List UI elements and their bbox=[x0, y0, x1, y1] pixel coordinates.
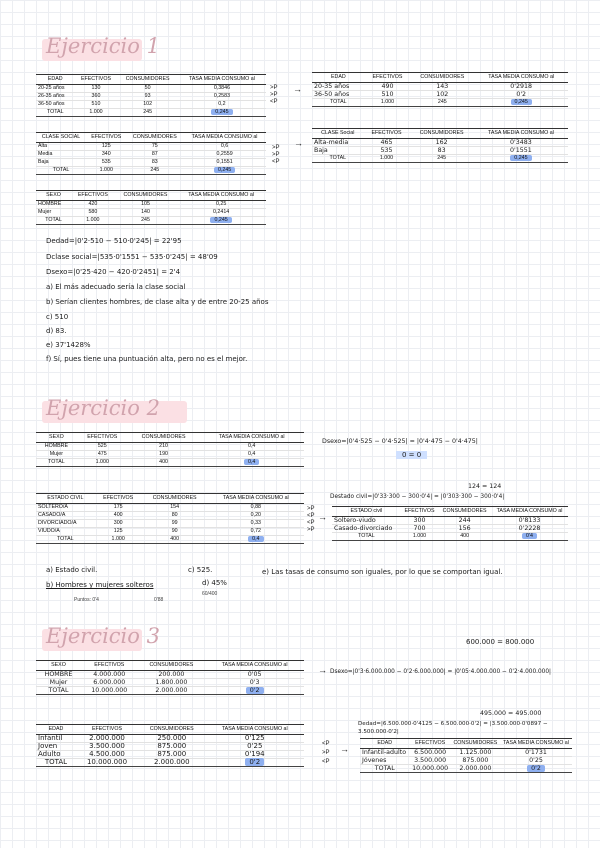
table-row: Alta-media 465 162 0'3483 bbox=[312, 139, 568, 147]
answer-c: c) 510 bbox=[46, 313, 69, 321]
e2-answer-a: a) Estado civil. bbox=[46, 566, 98, 574]
calc-e3-top: 600.000 = 800.000 bbox=[466, 638, 535, 646]
arrow-icon: → bbox=[340, 744, 349, 754]
calc-e3-top2: 495.000 = 495.000 bbox=[480, 710, 542, 717]
table-row: HOMBRE 4.000.000 200.000 0'05 bbox=[36, 671, 304, 679]
calc-e2-top: 124 = 124 bbox=[468, 483, 502, 490]
table-row: Infantil 2.000.000 250.000 0'125 bbox=[36, 735, 304, 743]
table-e3-edad-grouped: EDAD EFECTIVOS CONSUMIDORES TASA MEDIA CONSUMO al Infantil-adulto 6.500.000 1.125.000 0'1731 Jóvenes 3.500.000 875.000 0'25 TOTAL 10.000.000 2.000.000 0'2 bbox=[360, 738, 572, 773]
marks-e2-estado: >P <P <P >P bbox=[307, 506, 315, 533]
table-row: Mujer 580 140 0,2414 bbox=[36, 209, 266, 217]
table-e2-estado-civil: ESTADO CIVIL EFECTIVOS CONSUMIDORES TASA MEDIA CONSUMO al SOLTERO/A 175 154 0,88 CASADO/A 400 80 0,20 DIVORCIADO/A 300 99 0,33 VIUDO/A 125 90 0,72 TOTAL 1.000 400 0,4 bbox=[36, 493, 304, 544]
table-row: Mujer 6.000.000 1.800.000 0'3 bbox=[36, 679, 304, 687]
table-row: Alta 125 75 0,6 bbox=[36, 143, 266, 151]
table-e2-estado-grouped: ESTADO civil EFECTIVOS CONSUMIDORES TASA MEDIA CONSUMO al Soltero-viudo 300 244 0'8133 Casado-divorciado 700 156 0'2228 TOTAL 1.000 400 0'4 bbox=[332, 506, 568, 541]
table-row: 36-50 años 510 102 0,2 bbox=[36, 101, 266, 109]
answer-b: b) Serían clientes hombres, de clase alta y de entre 20-25 años bbox=[46, 298, 269, 306]
marks-e1-clase: >P >P <P bbox=[272, 145, 280, 165]
calc-e3-edad: Dedad=|6.500.000·0'4125 − 6.500.000·0'2| = |3.500.000·0'0897 − 3.500.000·0'2| bbox=[358, 721, 548, 735]
table-row: Infantil-adulto 6.500.000 1.125.000 0'1731 bbox=[360, 749, 572, 757]
table-row: HOMBRE 420 105 0,25 bbox=[36, 201, 266, 209]
table-row: Adulto 4.500.000 875.000 0'194 bbox=[36, 751, 304, 759]
table-e3-sexo: SEXO EFECTIVOS CONSUMIDORES TASA MEDIA CONSUMO al HOMBRE 4.000.000 200.000 0'05 Mujer 6.000.000 1.800.000 0'3 TOTAL 10.000.000 2.000.000 0'2 bbox=[36, 660, 304, 695]
e2-answer-c: c) 525. bbox=[188, 566, 213, 574]
marks-e3-edad: <P >P <P bbox=[322, 741, 330, 765]
table-e1-clase-social: CLASE SOCIAL EFECTIVOS CONSUMIDORES TASA MEDIA CONSUMO al Alta 125 75 0,6 Media 340 87 0,2559 Baja 535 83 0,1551 TOTAL 1.000 245 0,245 bbox=[36, 132, 266, 175]
arrow-icon: → bbox=[318, 512, 327, 522]
exercise-1-title: Ejercicio 1 bbox=[46, 34, 160, 58]
arrow-icon: → bbox=[318, 665, 327, 675]
table-row: Joven 3.500.000 875.000 0'25 bbox=[36, 743, 304, 751]
table-e1-edad-grouped: EDAD EFECTIVOS CONSUMIDORES TASA MEDIA CONSUMO al 20-35 años 490 143 0'2918 36-50 años 510 102 0'2 TOTAL 1.000 245 0,245 bbox=[312, 72, 568, 107]
table-row: Soltero-viudo 300 244 0'8133 bbox=[332, 517, 568, 525]
table-row: VIUDO/A 125 90 0,72 bbox=[36, 528, 304, 536]
table-row: HOMBRE 525 210 0,4 bbox=[36, 443, 304, 451]
calc-e2-sexo: Dsexo=|0'4·525 − 0'4·525| = |0'4·475 − 0'4·475| bbox=[322, 438, 478, 445]
exercise-3-title: Ejercicio 3 bbox=[46, 624, 160, 648]
e2-answer-e: e) Las tasas de consumo son iguales, por lo que se comportan igual. bbox=[262, 568, 503, 576]
table-row: 20-35 años 490 143 0'2918 bbox=[312, 83, 568, 91]
e2-answer-d: d) 45% bbox=[202, 579, 227, 587]
table-e3-edad: EDAD EFECTIVOS CONSUMIDORES TASA MEDIA CONSUMO al Infantil 2.000.000 250.000 0'125 Joven 3.500.000 875.000 0'25 Adulto 4.500.000 875.000 0'194 TOTAL 10.000.000 2.000.000 0'2 bbox=[36, 724, 304, 767]
exercise-2-title: Ejercicio 2 bbox=[46, 396, 160, 420]
table-row: SOLTERO/A 175 154 0,88 bbox=[36, 504, 304, 512]
table-row: 20-25 años 130 50 0,3846 bbox=[36, 85, 266, 93]
table-row: Mujer 475 190 0,4 bbox=[36, 451, 304, 459]
e2-answer-b-note1: Puntos: 0'4 bbox=[74, 597, 99, 603]
calc-e3-sexo: Dsexo=|0'3·6.000.000 − 0'2·6.000.000| = |0'05·4.000.000 − 0'2·4.000.000| bbox=[330, 669, 551, 675]
table-e2-sexo: SEXO EFECTIVOS CONSUMIDORES TASA MEDIA CONSUMO al HOMBRE 525 210 0,4 Mujer 475 190 0,4 TOTAL 1.000 400 0,4 bbox=[36, 432, 304, 467]
calc-d-clase: Dclase social=|535·0'1551 − 535·0'245| = 48'09 bbox=[46, 253, 218, 261]
answer-f: f) Sí, pues tiene una puntuación alta, pero no es el mejor. bbox=[46, 355, 248, 363]
table-row: Baja 535 83 0,1551 bbox=[36, 159, 266, 167]
table-row: 26-35 años 360 93 0,2583 bbox=[36, 93, 266, 101]
answer-e: e) 37'1428% bbox=[46, 341, 91, 349]
table-row: CASADO/A 400 80 0,20 bbox=[36, 512, 304, 520]
marks-e1-edad: >P >P <P bbox=[270, 85, 278, 105]
arrow-icon: → bbox=[293, 84, 302, 94]
calc-d-edad: Dedad=|0'2·510 − 510·0'245| = 22'95 bbox=[46, 237, 182, 245]
calc-e2-estado: Destado civil=|0'33·300 − 300·0'4| = |0'303·300 − 300·0'4| bbox=[330, 494, 505, 500]
arrow-icon: → bbox=[294, 138, 303, 148]
table-row: DIVORCIADO/A 300 99 0,33 bbox=[36, 520, 304, 528]
table-row: Casado-divorciado 700 156 0'2228 bbox=[332, 525, 568, 533]
e2-answer-b-note2: 0'88 bbox=[154, 597, 164, 603]
answer-a: a) El más adecuado sería la clase social bbox=[46, 283, 186, 291]
table-row: Media 340 87 0,2559 bbox=[36, 151, 266, 159]
e2-answer-d-note: 60/400 bbox=[202, 591, 218, 597]
answer-d: d) 83. bbox=[46, 327, 67, 335]
table-e1-edad: EDAD EFECTIVOS CONSUMIDORES TASA MEDIA CONSUMO al 20-25 años 130 50 0,3846 26-35 años 360 93 0,2583 36-50 años 510 102 0,2 TOTAL 1.000 245 0,245 bbox=[36, 74, 266, 117]
table-e1-clase-grouped: CLASE Social EFECTIVOS CONSUMIDORES TASA MEDIA CONSUMO al Alta-media 465 162 0'3483 Baja 535 83 0'1551 TOTAL 1.000 245 0,245 bbox=[312, 128, 568, 163]
calc-e2-sexo-result: 0 = 0 bbox=[396, 451, 427, 459]
table-row: 36-50 años 510 102 0'2 bbox=[312, 91, 568, 99]
table-e1-sexo: SEXO EFECTIVOS CONSUMIDORES TASA MEDIA CONSUMO al HOMBRE 420 105 0,25 Mujer 580 140 0,2414 TOTAL 1.000 245 0,245 bbox=[36, 190, 266, 225]
calc-d-sexo: Dsexo=|0'25·420 − 420·0'2451| = 2'4 bbox=[46, 268, 181, 276]
table-row: Jóvenes 3.500.000 875.000 0'25 bbox=[360, 757, 572, 765]
table-row: Baja 535 83 0'1551 bbox=[312, 147, 568, 155]
e2-answer-b: b) Hombres y mujeres solteros bbox=[46, 581, 154, 589]
